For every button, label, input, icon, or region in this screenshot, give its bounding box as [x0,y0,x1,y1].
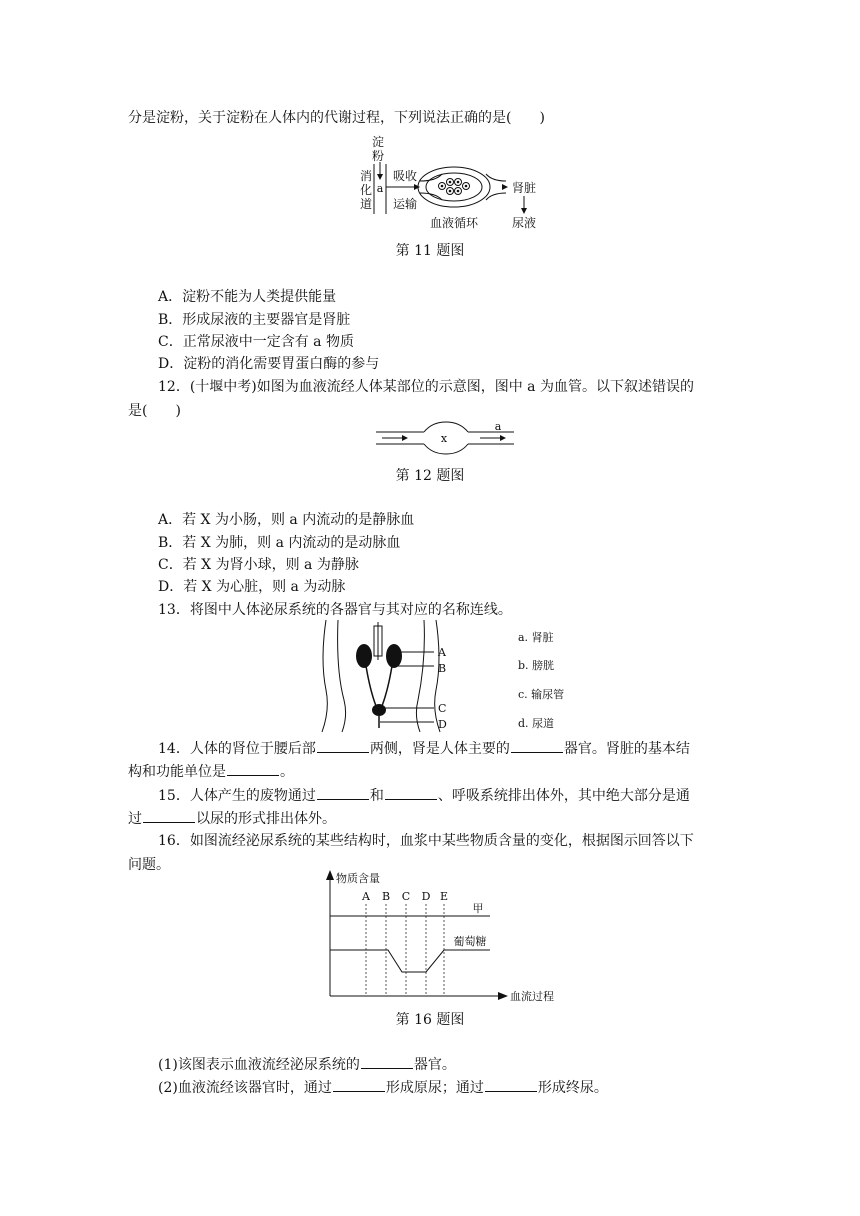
q11-option-d: D．淀粉的消化需要胃蛋白酶的参与 [158,356,380,372]
q15-text-1: 15．人体产生的废物通过 [158,788,316,804]
series-glucose-line [330,950,490,972]
q14-text-2: 两侧，肾是人体主要的 [369,741,510,757]
figure-16-chart [322,868,562,1008]
q16-blank-3[interactable] [485,1077,537,1092]
q13-name-bladder: b. 膀胱 [518,659,555,672]
q14-line-1 [158,738,690,759]
chart-xlabel: 血流过程 [510,990,554,1003]
q14-text-5: 。 [280,764,294,780]
q16-sub1-text-b: 器官。 [413,1057,456,1073]
q12-option-c: C．若 X 为肾小球，则 a 为静脉 [158,557,359,573]
chart-x-tick-c: C [401,890,411,903]
fig12-x-label: x [440,432,448,445]
fig11-a-label: a [376,182,384,195]
q16-stem-1: 16．如图流经泌尿系统的某些结构时，血浆中某些物质含量的变化，根据图示回答以下 [158,833,694,849]
q12-option-d: D．若 X 为心脏，则 a 为动脉 [158,579,346,595]
q15-text-5: 以尿的形式排出体外。 [196,811,336,827]
q14-blank-3[interactable] [227,761,279,776]
chart-x-tick-d: D [421,890,431,903]
q16-blank-2[interactable] [333,1077,385,1092]
fig11-starch-1: 淀 [371,135,385,149]
q15-line-2 [128,808,336,829]
q15-text-3: 、呼吸系统排出体外，其中绝大部分是通 [437,788,690,804]
fig12-caption: 第 12 题图 [395,468,465,484]
fig11-transport: 运输 [392,197,418,211]
q16-sub-1 [158,1054,456,1075]
q16-sub2-text-b: 形成原尿；通过 [385,1080,484,1096]
chart-x-tick-e: E [439,890,449,903]
q11-option-a: A．淀粉不能为人类提供能量 [158,289,337,305]
q15-line-1 [158,785,690,806]
q16-sub-2 [158,1077,608,1098]
q11-option-c: C．正常尿液中一定含有 a 物质 [158,334,354,350]
fig11-circulation: 血液循环 [429,216,479,230]
q14-text-1: 14．人体的肾位于腰后部 [158,741,316,757]
q11-option-b: B．形成尿液的主要器官是肾脏 [158,312,351,328]
chart-x-tick-a: A [362,890,370,903]
q16-blank-1[interactable] [361,1054,413,1069]
fig13-label-b: B [438,662,447,675]
q14-blank-2[interactable] [511,738,563,753]
q15-text-4: 过 [128,811,142,827]
q16-stem-2: 问题。 [128,857,170,873]
series-jia-label: 甲 [472,902,484,915]
fig11-absorb: 吸收 [392,169,418,183]
chart-ylabel: 物质含量 [336,872,380,885]
q16-sub1-text-a: (1)该图表示血液流经泌尿系统的 [158,1057,360,1073]
q15-blank-1[interactable] [317,785,369,800]
q12-stem-2: 是( ) [128,403,181,419]
q13-stem: 13．将图中人体泌尿系统的各器官与其对应的名称连线。 [158,602,512,618]
fig12-a-label: a [494,420,502,433]
q15-blank-3[interactable] [143,808,195,823]
q12-stem-1: 12．(十堰中考)如图为血液流经人体某部位的示意图，图中 a 为血管。以下叙述错误的 [158,379,694,395]
q14-text-3: 器官。肾脏的基本结 [563,741,690,757]
q14-blank-1[interactable] [317,738,369,753]
q13-name-kidney: a. 肾脏 [518,631,554,644]
fig11-starch-2: 粉 [371,149,385,163]
q16-sub2-text-c: 形成终尿。 [537,1080,608,1096]
q14-text-4: 构和功能单位是 [128,764,226,780]
series-glucose-label: 葡萄糖 [453,935,487,948]
fig13-label-c: C [438,702,447,715]
figure-11 [356,134,556,234]
fig16-caption: 第 16 题图 [395,1012,465,1028]
fig11-tract-1: 消 [359,169,373,183]
q12-option-a: A．若 X 为小肠，则 a 内流动的是静脉血 [158,512,415,528]
chart-x-tick-b: B [381,890,391,903]
q16-sub2-text-a: (2)血液流经该器官时，通过 [158,1080,332,1096]
figure-12 [376,420,516,456]
fig11-urine: 尿液 [511,216,537,230]
fig11-kidney: 肾脏 [511,181,537,195]
q15-text-2: 和 [369,788,384,804]
fig11-caption: 第 11 题图 [395,243,465,259]
q13-name-urethra: d. 尿道 [518,717,555,730]
fig11-tract-3: 道 [359,197,373,211]
fig13-label-d: D [438,718,447,731]
q15-blank-2[interactable] [385,785,437,800]
q12-option-b: B．若 X 为肺，则 a 内流动的是动脉血 [158,535,401,551]
fig11-tract-2: 化 [359,183,373,197]
q11-intro: 分是淀粉，关于淀粉在人体内的代谢过程，下列说法正确的是( ) [128,110,545,126]
q14-line-2 [128,761,294,782]
q13-name-ureter: c. 输尿管 [518,688,565,701]
fig13-label-a: A [438,646,446,659]
figure-13-urinary-system [318,620,468,732]
